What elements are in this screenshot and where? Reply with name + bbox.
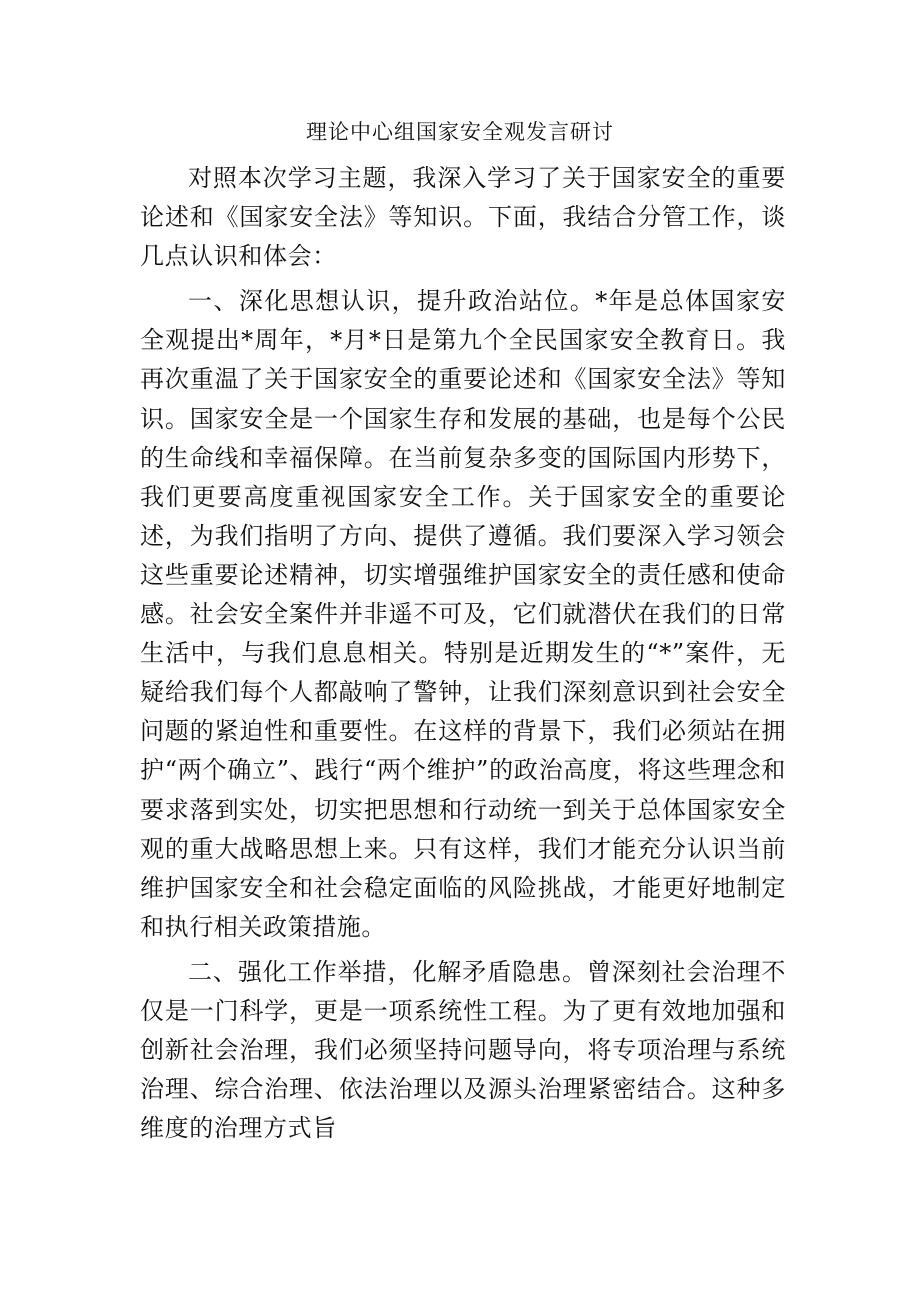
paragraph-section-two: 二、强化工作举措，化解矛盾隐患。曾深刻社会治理不仅是一门科学，更是一项系统性工程。为了更有效地加强和创新社会治理，我们必须坚持问题导向，将专项治理与系统治理、综合治理、依法治理以及源头治理紧密结合。这种多维度的治理方式旨	[140, 957, 786, 1143]
document-body	[140, 159, 786, 1148]
paragraph-intro: 对照本次学习主题，我深入学习了关于国家安全的重要论述和《国家安全法》等知识。下面，我结合分管工作，谈几点认识和体会：	[140, 164, 786, 271]
document-title: 理论中心组国家安全观发言研讨	[306, 120, 614, 144]
paragraph-section-one: 一、深化思想认识，提升政治站位。*年是总体国家安全观提出*周年，*月*日是第九个全民国家安全教育日。我再次重温了关于国家安全的重要论述和《国家安全法》等知识。国家安全是一个国家生存和发展的基础，也是每个公民的生命线和幸福保障。在当前复杂多变的国际国内形势下，我们更要高度重视国家安全工作。关于国家安全的重要论述，为我们指明了方向、提供了遵循。我们要深入学习领会这些重要论述精神，切实增强维护国家安全的责任感和使命感。社会安全案件并非遥不可及，它们就潜伏在我们的日常生活中，与我们息息相关。特别是近期发生的“*”案件，无疑给我们每个人都敲响了警钟，让我们深刻意识到社会安全问题的紧迫性和重要性。在这样的背景下，我们必须站在拥护“两个确立”、践行“两个维护”的政治高度，将这些理念和要求落到实处，切实把思想和行动统一到关于总体国家安全观的重大战略思想上来。只有这样，我们才能充分认识当前维护国家安全和社会稳定面临的风险挑战，才能更好地制定和执行相关政策措施。	[140, 287, 786, 941]
